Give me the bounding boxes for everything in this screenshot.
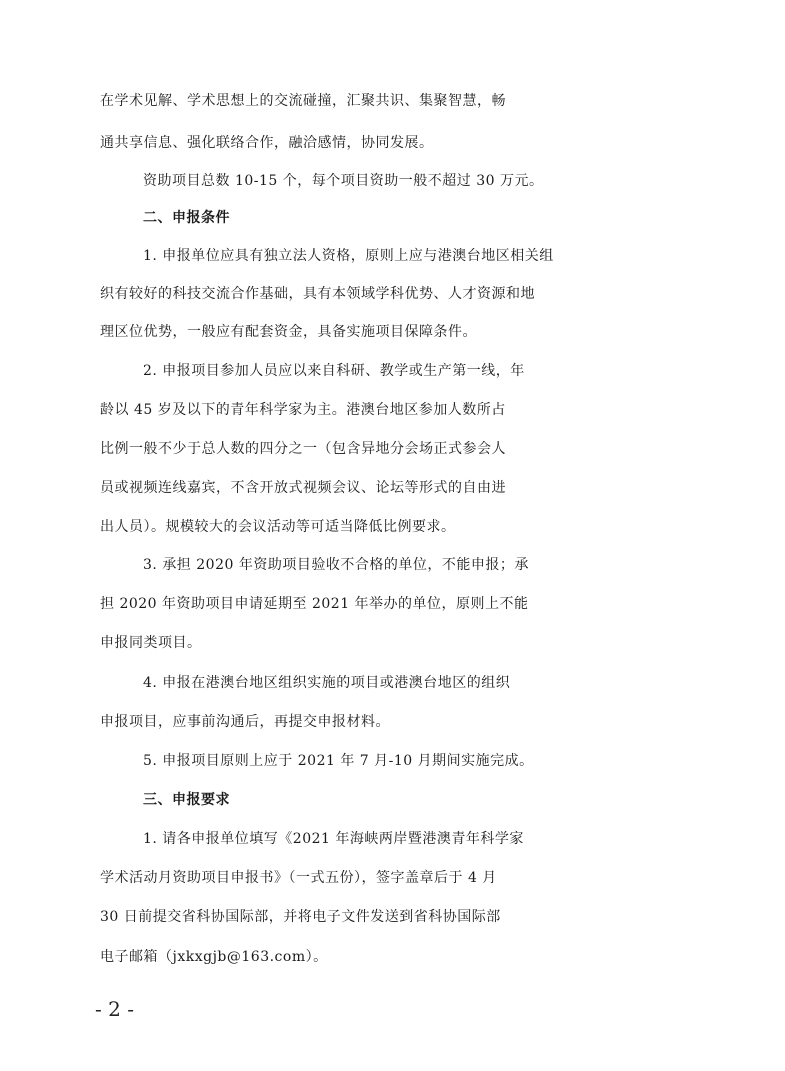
text-line: 5. 申报项目原则上应于 2021 年 7 月-10 月期间实施完成。 — [143, 753, 534, 769]
text-line: 担 2020 年资助项目申请延期至 2021 年举办的单位，原则上不能 — [100, 596, 529, 612]
text-line: 通共享信息、强化联络合作，融洽感情，协同发展。 — [100, 135, 434, 151]
text-line: 申报项目，应事前沟通后，再提交申报材料。 — [100, 714, 390, 730]
text-line: 30 日前提交省科协国际部，并将电子文件发送到省科协国际部 — [100, 909, 501, 925]
text-line: 在学术见解、学术思想上的交流碰撞，汇聚共识、集聚智慧，畅 — [100, 93, 506, 109]
text-line: 1. 请各申报单位填写《2021 年海峡两岸暨港澳青年科学家 — [143, 831, 524, 847]
text-line: 织有较好的科技交流合作基础，具有本领域学科优势、人才资源和地 — [100, 286, 535, 302]
text-line: 出人员）。规模较大的会议活动等可适当降低比例要求。 — [100, 519, 456, 535]
text-line: 比例一般不少于总人数的四分之一（包含异地分会场正式参会人 — [100, 441, 506, 457]
text-line: 电子邮箱（jxkxgjb@163.com）。 — [100, 949, 328, 965]
text-line: 2. 申报项目参加人员应以来自科研、教学或生产第一线，年 — [143, 363, 525, 379]
text-line: 员或视频连线嘉宾，不含开放式视频会议、论坛等形式的自由进 — [100, 480, 506, 496]
text-line: 龄以 45 岁及以下的青年科学家为主。港澳台地区参加人数所占 — [100, 402, 506, 418]
text-line: 4. 申报在港澳台地区组织实施的项目或港澳台地区的组织 — [143, 675, 511, 691]
page-number: - 2 - — [95, 997, 134, 1021]
text-line: 资助项目总数 10-15 个，每个项目资助一般不超过 30 万元。 — [143, 173, 544, 189]
text-line: 1. 申报单位应具有独立法人资格，原则上应与港澳台地区相关组 — [143, 248, 554, 264]
text-line: 3. 承担 2020 年资助项目验收不合格的单位，不能申报；承 — [143, 557, 529, 573]
text-line: 理区位优势，一般应有配套资金，具备实施项目保障条件。 — [100, 324, 477, 340]
section-heading-conditions: 二、申报条件 — [143, 210, 230, 226]
text-line: 学术活动月资助项目申报书》（一式五份），签字盖章后于 4 月 — [100, 870, 497, 886]
text-line: 申报同类项目。 — [100, 635, 202, 651]
section-heading-requirements: 三、申报要求 — [143, 792, 230, 808]
